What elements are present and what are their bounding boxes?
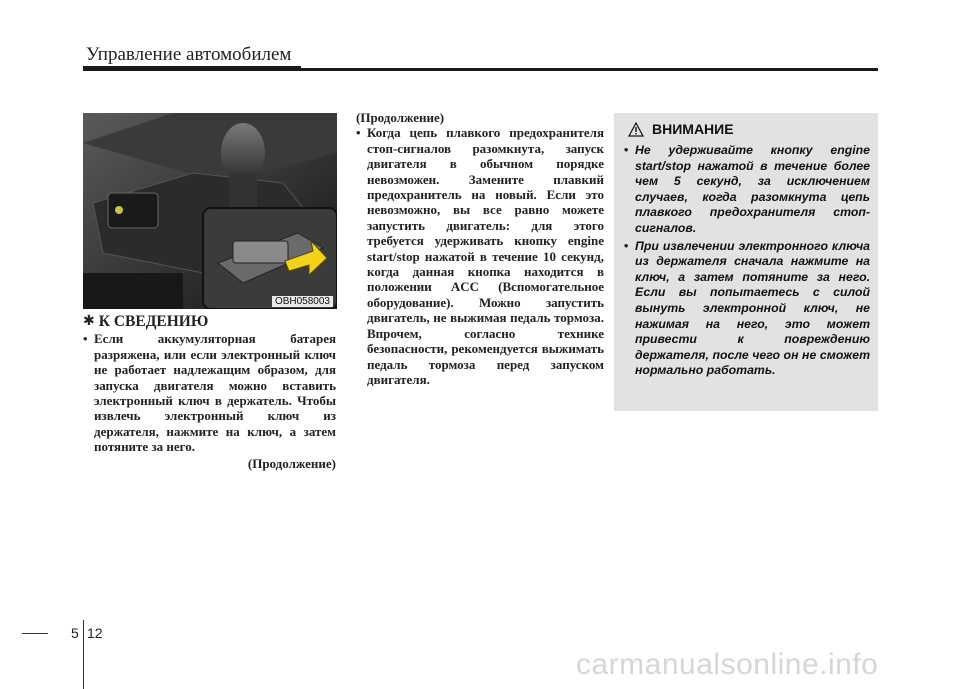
list-item [356, 125, 604, 387]
bullet-icon: • [624, 143, 629, 157]
page-number: 12 [87, 625, 103, 641]
middle-column [356, 110, 604, 387]
continued-label: (Продолжение) [247, 455, 336, 471]
watermark: carmanualsonline.info [576, 648, 879, 681]
photo-code: OBH058003 [272, 296, 333, 307]
footer-hline [22, 633, 48, 634]
asterisk-icon: ✱ [83, 313, 95, 329]
warning-box [614, 113, 878, 411]
footer-vline [83, 620, 84, 689]
warning-list [624, 143, 870, 381]
bullet-icon: • [356, 125, 361, 141]
bullet-text: Когда цепь плавкого предохранителя стоп-сигналов разомкнута, запуск двигателя в обычном порядке невозможен. Замените плавкий предохранитель на новый. Если это невозможно, вы все равно можете запустить двигатель: для этого требуется удерживать кнопку engine start/stop нажатой в течение 10 секунд, когда данная кнопка находится в положении ACC (Вспомогательное оборудование). Можно запустить двигатель, не выжимая педаль тормоза. Впрочем, согласно технике безопасности, рекомендуется выжимать педаль тормоза перед запуском двигателя. [367, 125, 604, 387]
list-item [624, 239, 870, 379]
list-item [624, 143, 870, 237]
page-header-title: Управление автомобилем [86, 44, 292, 65]
warning-header [628, 121, 734, 137]
header-rule [83, 68, 878, 71]
left-column [83, 314, 336, 471]
photo-illustration [83, 113, 337, 309]
warning-item-text: Не удерживайте кнопку engine start/stop нажатой в течение более чем 5 секунд, за исключением случаев, когда разомкнута цепь плавкого предохранителя стоп-сигналов. [635, 143, 870, 235]
continued-label: (Продолжение) [356, 110, 445, 125]
warning-item-text: При извлечении электронного ключа из держателя сначала нажмите на ключ, а затем потяните за него. Если вы попытаетесь с силой вынуть электронной ключ, не нажимая на него, это может привести к повреждению держателя, после чего он не сможет нормально работать. [635, 238, 870, 378]
section-title [83, 314, 336, 329]
bullet-icon: • [83, 331, 88, 347]
warning-title: ВНИМАНИЕ [652, 121, 734, 137]
bullet-text: Если аккумуляторная батарея разряжена, или если электронный ключ не работает надлежащим образом, для запуска двигателя можно вставить электронный ключ в держатель. Чтобы извлечь электронный ключ из держателя, нажмите на ключ, а затем потяните за него. [94, 331, 336, 455]
section-title-text: К СВЕДЕНИЮ [98, 313, 209, 330]
bullet-icon: • [624, 238, 629, 253]
list-item [83, 331, 336, 454]
page-section-number: 5 [71, 625, 79, 641]
key-holder-photo [83, 113, 337, 309]
warning-triangle-icon [628, 122, 644, 137]
